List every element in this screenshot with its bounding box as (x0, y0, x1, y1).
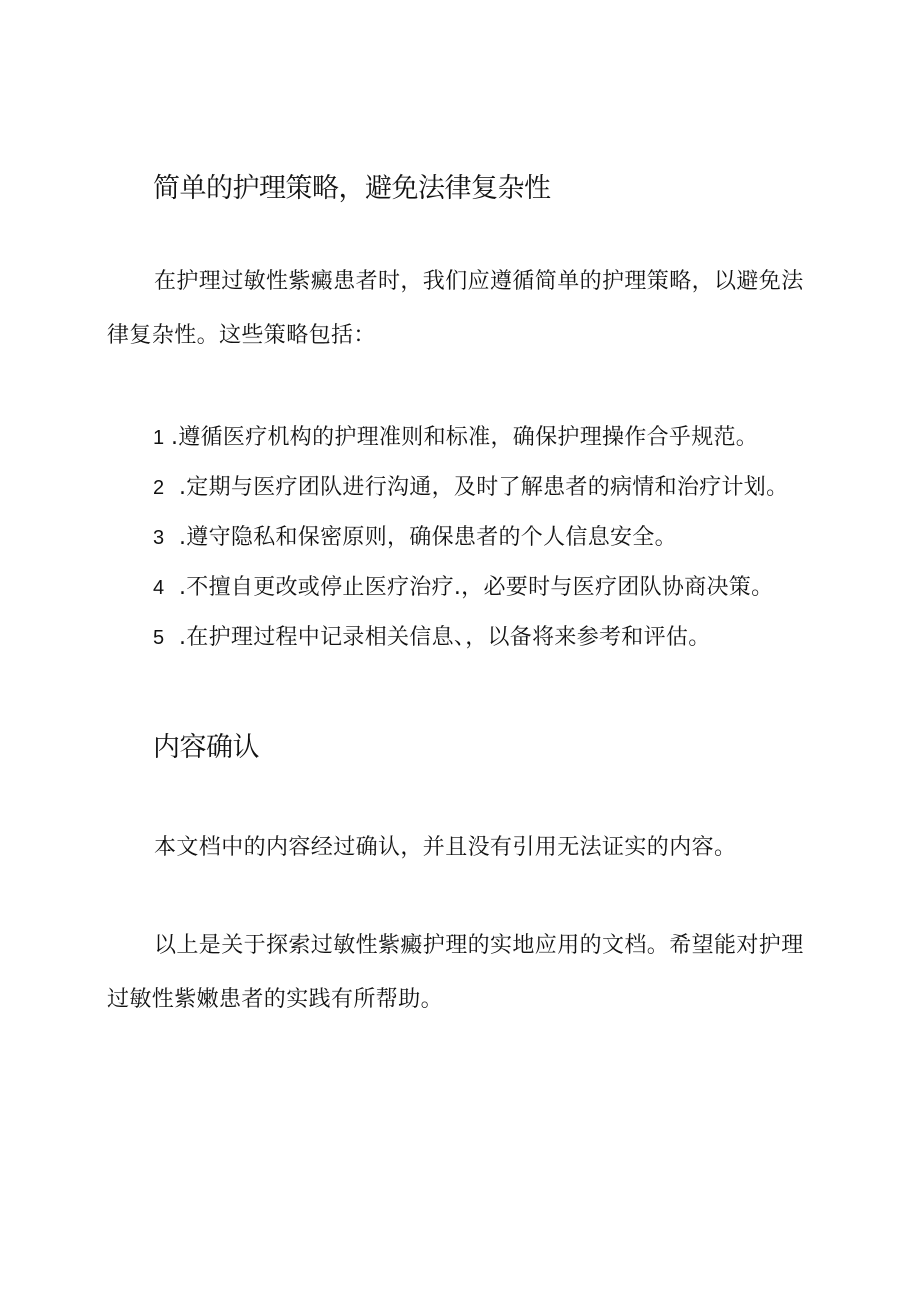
list-text: .不擅自更改或停止医疗治疗.，必要时与医疗团队协商决策。 (179, 575, 774, 600)
list-text: .遵守隐私和保密原则，确保患者的个人信息安全。 (179, 525, 677, 550)
confirmation-paragraph: 本文档中的内容经过确认，并且没有引用无法证实的内容。 (154, 835, 737, 860)
list-item (153, 518, 788, 568)
section-heading-care-strategy: 简单的护理策略，避免法律复杂性 (153, 173, 551, 204)
section-heading-content-confirmation: 内容确认 (153, 732, 259, 763)
list-number: 4 (153, 577, 165, 599)
list-number: 1 (153, 427, 165, 449)
list-text: .遵循医疗机构的护理准则和标准，确保护理操作合乎规范。 (171, 425, 759, 450)
list-item (153, 618, 788, 668)
intro-paragraph: 在护理过敏性紫癜患者时，我们应遵循简单的护理策略，以避免法律复杂性。这些策略包括： (107, 269, 804, 348)
list-item (153, 418, 788, 468)
list-number: 2 (153, 477, 165, 499)
list-text: .在护理过程中记录相关信息、，以备将来参考和评估。 (179, 625, 711, 650)
list-number: 5 (153, 627, 165, 649)
strategy-list (153, 418, 788, 668)
closing-paragraph: 以上是关于探索过敏性紫癜护理的实地应用的文档。希望能对护理过敏性紫嫩患者的实践有所帮助。 (107, 933, 804, 1012)
list-text: .定期与医疗团队进行沟通，及时了解患者的病情和治疗计划。 (179, 475, 789, 500)
list-item (153, 568, 788, 618)
list-item (153, 468, 788, 518)
list-number: 3 (153, 527, 165, 549)
